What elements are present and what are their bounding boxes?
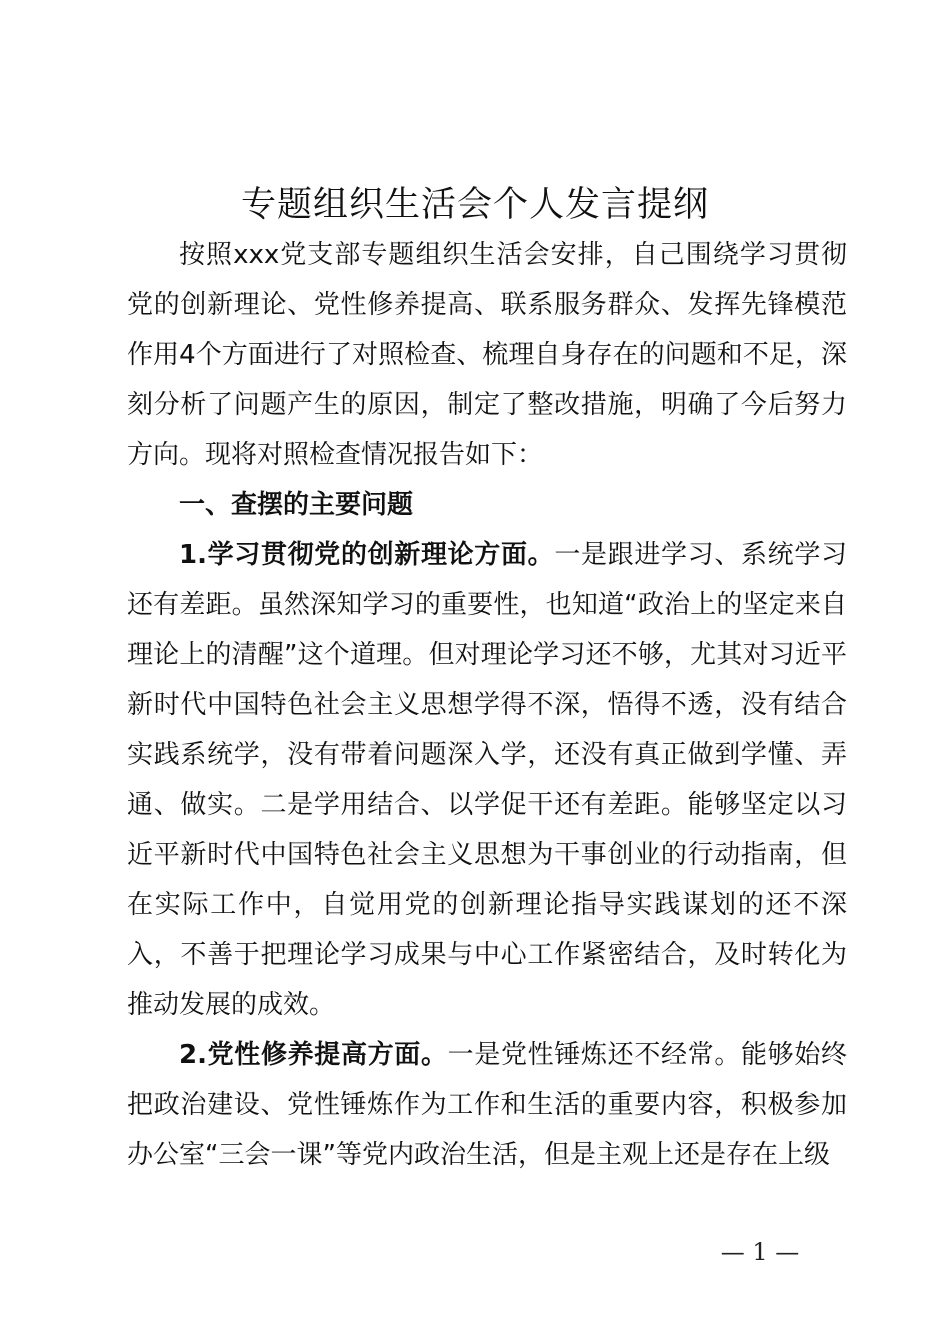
item-2-paragraph (127, 1030, 847, 1180)
intro-paragraph: 按照xxx党支部专题组织生活会安排，自己围绕学习贯彻党的创新理论、党性修养提高、联系服务群众、发挥先锋模范作用4个方面进行了对照检查、梳理自身存在的问题和不足，深刻分析了问题产生的原因，制定了整改措施，明确了今后努力方向。现将对照检查情况报告如下： (127, 240, 847, 470)
item-2-lead: 2.党性修养提高方面。 (179, 1040, 448, 1070)
section-heading: 一、查摆的主要问题 (179, 490, 414, 520)
item-1-text: 一是跟进学习、系统学习还有差距。虽然深知学习的重要性，也知道“政治上的坚定来自理论上的清醒”这个道理。但对理论学习还不够，尤其对习近平新时代中国特色社会主义思想学得不深，悟得不透，没有结合实践系统学，没有带着问题深入学，还没有真正做到学懂、弄通、做实。二是学用结合、以学促干还有差距。能够坚定以习近平新时代中国特色社会主义思想为干事创业的行动指南，但在实际工作中，自觉用党的创新理论指导实践谋划的还不深入，不善于把理论学习成果与中心工作紧密结合，及时转化为推动发展的成效。 (127, 540, 847, 1020)
page-number: — 1 — (720, 1238, 800, 1266)
item-2-text: 一是党性锤炼还不经常。能够始终把政治建设、党性锤炼作为工作和生活的重要内容，积极参加办公室“三会一课”等党内政治生活，但是主观上还是存在上级 (127, 1040, 847, 1170)
item-1-lead: 1.学习贯彻党的创新理论方面。 (179, 540, 555, 570)
document-body (127, 230, 847, 1180)
document-title: 专题组织生活会个人发言提纲 (240, 185, 709, 225)
item-1-paragraph (127, 530, 847, 1030)
